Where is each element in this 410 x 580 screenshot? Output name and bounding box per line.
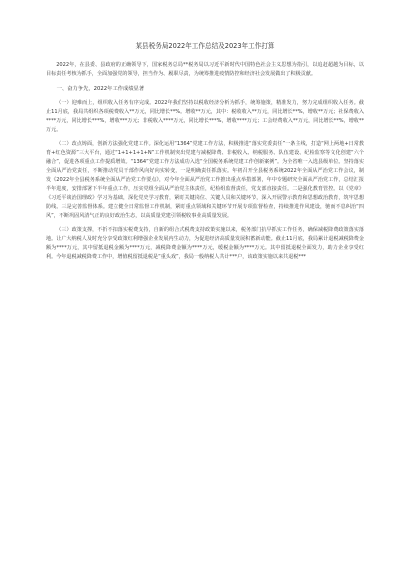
paragraph-revenue: （一）迎难而上，组织收入任务有序完成。2022年我们坚持以税收经济分析为抓手，统筹施策，精准发力，努力完成组织收入任务。截止11月底，我局共组织各项税费收入**万元，同比增长**%。增收**万元，其中：税收收入**万元，同比增长**%，增收**万元；社保费收入****万元，同比增长***%，增收***万元；非税收入****万元，同比增长***%，增收****万元；工会经费收入**万元，同比增长**%，增收**万元。 <box>46 100 364 133</box>
document-title: 某县税务局2022年工作总结及2023年工作打算 <box>135 42 275 50</box>
paragraph-party-building: （二）改点铸面，创新方法强化党建工作。深化运用“1364”党建工作方法，积极推进“落实党委责任”一条主线，打造“网上两地+日常教育+红色资源”三大平台，通过“1+1+1+1+N”工作机制突出党建与减税降费、非税收入、纳税服务、队伍建设、纪检监察等文化创建“六个融合”，促进各项重点工作提质增效。“1364”党建工作方法成功入选“全国税务系统党建工作创新案例”。为全省唯一入选县级单位。坚持落实全面从严治党责任，不断推动党员干部作风向好向实转变，一是明确责任抓落实。年初召开全县税务系统2022年全面从严治党工作会议，制发《2022年全县税务系统全面从严治党工作要点》，对今年全面从严治党工作推出重点举措部署，年中专题研究全面从严治党工作，总结汇报半年进度，安排部署下半年重点工作，压实党组全面从严治党主体责任，纪检组监督责任，党支部直接责任。二是强化教育管控。以《党章》《习近平谈治国理政》学习为基础，深化党史学习教育，紧盯关键岗位、关键人员和关键环节，深入开展警示教育和思想政治教育，筑牢思想防线。三是完善监督体系。建立健全日常监督工作机制，紧盯重点领域和关键环节开展专项监督检查，持续推进作风建设，驰而不息纠治“四风”，不断巩固风清气正的良好政治生态，以高质量党建引领税收事业高质量发展。 <box>46 141 364 219</box>
section-heading-1: 一、奋力争先，2022年工作成绩显著 <box>56 86 145 92</box>
paragraph-tax-policy: （三）政策支撑，不折不扣落实税费支持，自新的组合式税费支持政策实施以来，税务部门抗早抓实工作任务，确保减税降费政策落实落地。让广大纳税人及时充分享受政策红利增强企业发展内生动力，为促进经济高质量发展积蓄新动能。截止11月底，我局累计退税减税降费金额为****万元，其中留抵退税金额为****万元，减税降费金额为****万元，缓税金额为****万元。其中留抵退税全面发力，助力企业享受红利。今年退税减税降费工作中，增值税留抵退税是“重头戏”，我局一般纳税人共计***户，该政策实施以来共退税*** <box>46 227 364 260</box>
intro-paragraph: 2022年，在县委、县政府的正确领导下，国家税务总局**税务局以习近平新时代中国特色社会主义思想为指引，以追赶超越为目标，以目标责任考核为抓手，全面加强党的领导，担当作为、履职尽责，为统筹推进疫情防控和经济社会发展做出了积极贡献。 <box>46 62 364 77</box>
